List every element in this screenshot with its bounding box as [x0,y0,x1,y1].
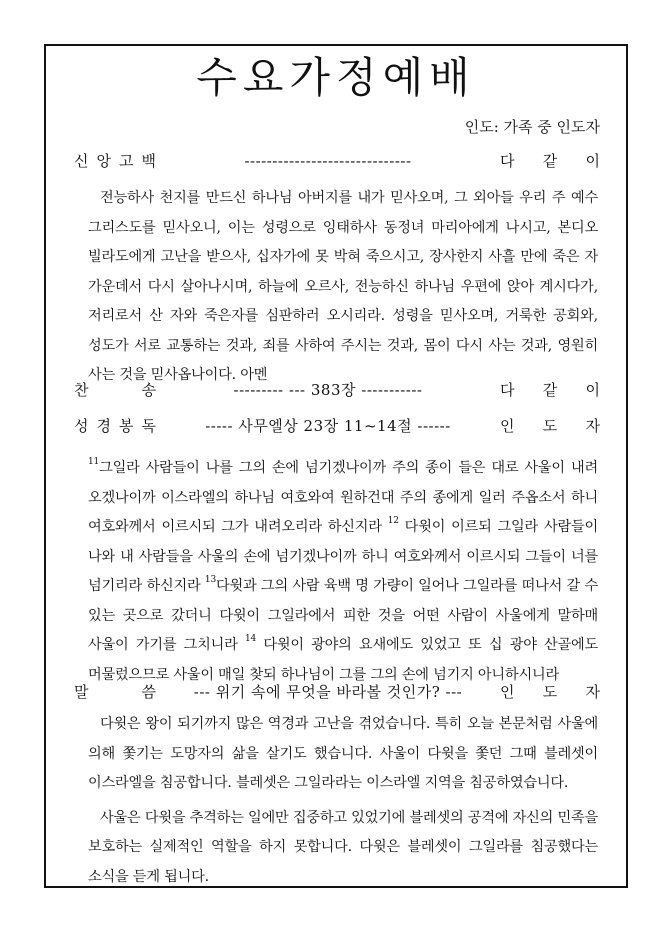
verse-number: 11 [88,457,100,467]
scripture-text-block [88,454,598,690]
verse-number: 12 [387,516,399,526]
verse-text: 다윗과 그의 사람 육백 명 가량이 일어나 그일라를 떠나서 갈 수 있는 곳으로 갔더니 다윗이 그일라에서 피한 것을 어떤 사람이 사울에게 말하매 사울이 가기를 그치니라 [88,578,598,653]
sermon-title: --- 위기 속에 무엇을 바라볼 것인가? --- [193,683,463,701]
leader-line: 인도: 가족 중 인도자 [464,118,600,136]
verse-text: 그일라 사람들이 나를 그의 손에 넘기겠나이까 주의 종이 들은 대로 사울이 내려 오겠나이까 이스라엘의 하나님 여호와여 원하건대 주의 종에게 일러 주옵소서 하니 여호와께서 이르시되 그가 내려오리라 하신지라 [88,460,598,535]
order-row-creed [74,149,600,173]
order-item-participant: 인 도 자 [500,417,600,435]
order-item-leader-dashes: ------------------------------ [244,152,412,170]
sermon-paragraph: 다윗은 왕이 되기까지 많은 역경과 고난을 겪었습니다. 특히 오늘 본문처럼 사울에 의해 쫓기는 도망자의 삶을 살기도 했습니다. 사울이 다윗을 쫓던 그때 블레셋이 이스라엘을 침공합니다. 블레셋은 그일라라는 이스라엘 지역을 침공하였습니다. [88,716,598,791]
order-item-participant: 다 같 이 [500,152,600,170]
creed-paragraph: 전능하사 천지를 만드신 하나님 아버지를 내가 믿사오며, 그 외아들 우리 주 예수 그리스도를 믿사오니, 이는 성령으로 잉태하사 동정녀 마리아에게 나시고, 본디오 빌라도에게 고난을 받으사, 십자가에 못 박혀 죽으시고, 장사한지 사흘 만에 죽은 자 가운데서 다시 살아나시며, 하늘에 오르사, 전능하신 하나님 우편에 앉아 계시다가, 저리로서 산 자와 죽은자를 심판하러 오시리라. 성령을 믿사오며, 거룩한 공회와, 성도가 서로 교통하는 것과, 죄를 사하여 주시는 것과, 몸이 다시 사는 것과, 영원히 사는 것을 믿사옵나이다. 아멘 [88,190,598,383]
creed-text-block [88,184,598,391]
order-item-participant: 다 같 이 [500,381,600,399]
scripture-paragraph [88,454,598,690]
verse-text: 다윗이 광야의 요새에도 있었고 또 십 광야 산골에도 머물렀으므로 사울이 매일 찾되 하나님이 그를 그의 손에 넘기지 아니하시니라 [88,637,599,683]
sermon-paragraph: 사울은 다윗을 추격하는 일에만 집중하고 있었기에 블레셋의 공격에 자신의 민족을 보호하는 실제적인 역할을 하지 못합니다. 다윗은 블레셋이 그일라를 침공했다는 소식을 듣게 됩니다. [88,809,598,885]
order-row-sermon [74,680,600,704]
order-item-name: 말 씀 [74,683,156,701]
scripture-reference: ----- 사무엘상 23장 11~14절 ------ [205,417,451,435]
verse-text: 다윗이 이르되 그일라 사람들이 나와 내 사람들을 사울의 손에 넘기겠나이까 하니 여호와께서 이르시되 그들이 너를 넘기리라 하신지라 [88,519,599,594]
bulletin-page-frame [44,44,628,888]
verse-number: 13 [204,575,216,585]
order-item-name: 신 앙 고 백 [74,152,156,170]
sermon-text-block [88,710,598,892]
order-row-scripture [74,414,600,438]
hymn-number: --------- --- 383장 ----------- [233,381,423,399]
order-item-participant: 인 도 자 [500,683,600,701]
verse-number: 14 [244,634,257,644]
page-title: 수요가정예배 [196,53,476,102]
order-row-hymn [74,378,600,402]
order-item-name: 성 경 봉 독 [74,417,156,435]
order-item-name: 찬 송 [74,381,156,399]
